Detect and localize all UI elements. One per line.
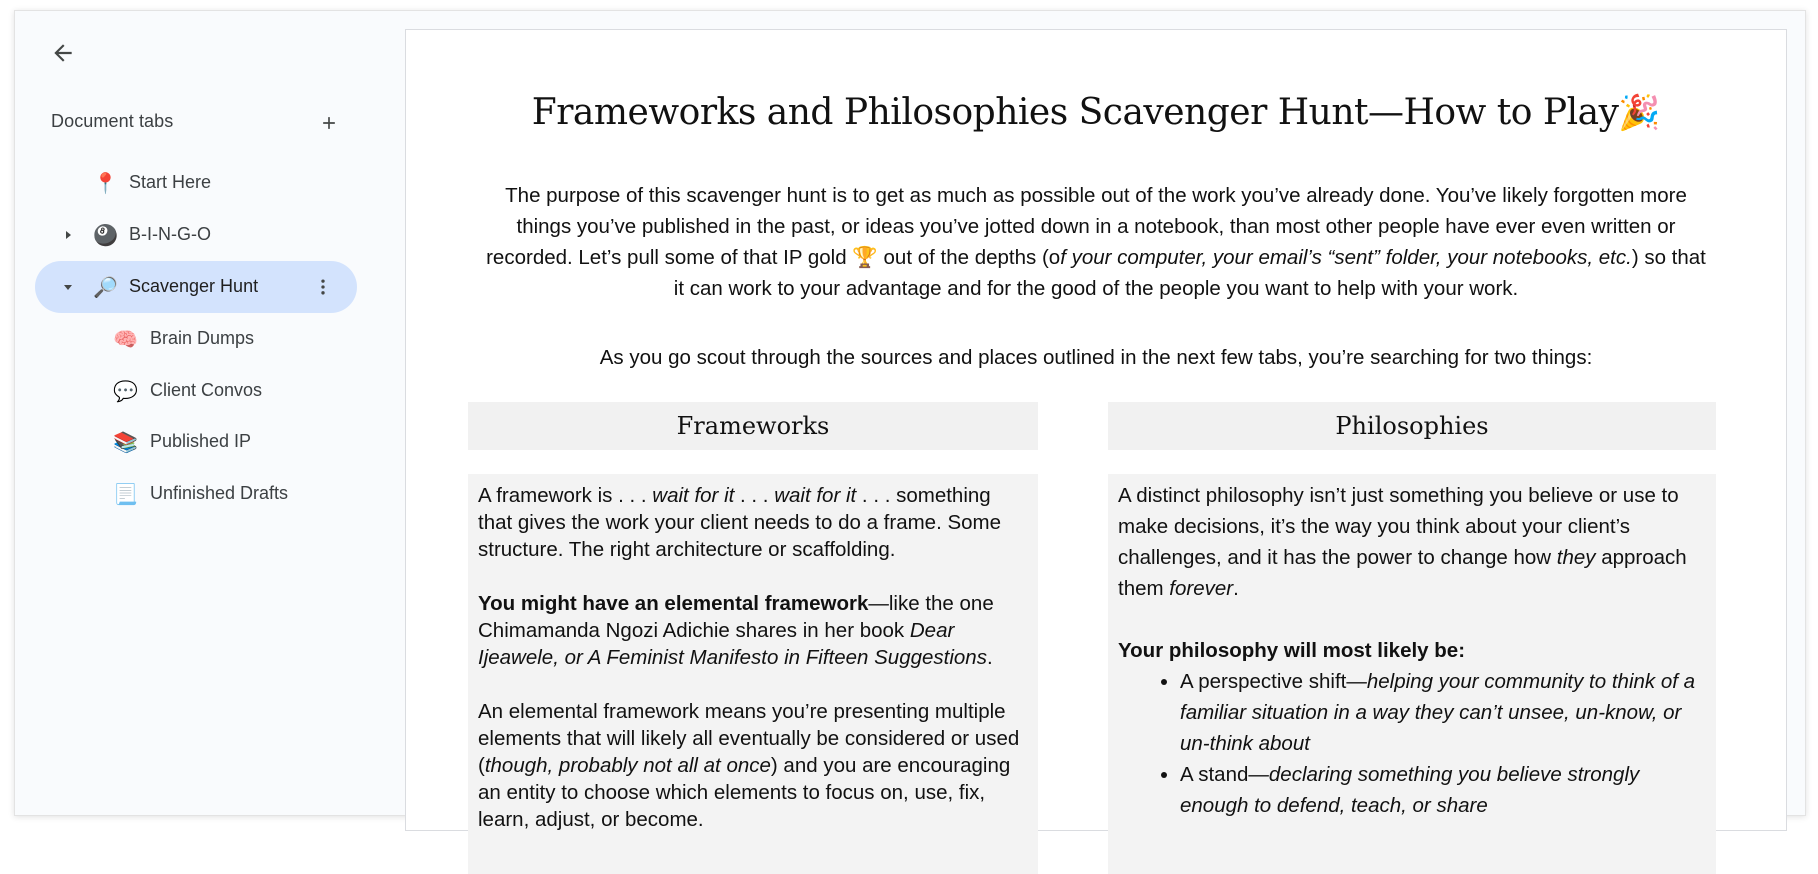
text: A distinct philosophy isn’t just something you believe or use to make decisions, it’s the way you think about your client’s challenges, and it has the power to change how [1118, 484, 1679, 569]
title-text: Frameworks and Philosophies Scavenger Hunt—How to Play [531, 92, 1619, 133]
more-vert-icon [313, 277, 333, 297]
text-bold: You might have an elemental framework [478, 592, 869, 615]
text: ) and you are encouraging an entity to choose which elements to focus on, use, fix, learn, adjust, or become. [478, 754, 1011, 831]
text-italic: though, probably not all at once [484, 754, 771, 777]
philosophies-paragraph-1 [1118, 480, 1706, 604]
pin-icon: 📍 [93, 171, 118, 195]
intro-second-paragraph: As you go scout through the sources and places outlined in the next few tabs, you’re searching for two things: [599, 346, 1593, 369]
text: A framework is . . . [478, 484, 653, 507]
intro-italic: f your computer, your email’s “sent” folder, your notebooks, etc. [1060, 246, 1632, 269]
trophy-icon: 🏆 [852, 245, 878, 269]
philosophies-paragraph-2 [1118, 635, 1706, 666]
tab-label: Published IP [150, 431, 252, 451]
tab-label: Client Convos [150, 380, 263, 400]
page-icon: 📃 [113, 482, 138, 506]
text: . [986, 646, 993, 669]
tab-unfinished-drafts[interactable] [35, 468, 357, 520]
text: A perspective shift— [1180, 670, 1367, 693]
intro-text-1: The purpose of this scavenger hunt is to get as much as possible out of the work you’ve already done. You’ve likely forgotten more things you’ve published in the past, or ideas you’ve jotted down in a notebook, than most other people have ever even written or recorded. Let’s pull some of that IP gold [486, 184, 1687, 269]
tab-client-convos[interactable] [35, 365, 357, 417]
plus-icon [319, 113, 339, 133]
text-italic: forever [1169, 577, 1234, 600]
list-item [1180, 759, 1706, 821]
text-italic: declaring something you believe strongly enough to defend, teach, or share [1180, 763, 1640, 817]
books-icon: 📚 [113, 430, 138, 454]
philosophies-heading: Philosophies [1108, 402, 1716, 450]
add-tab-button[interactable] [313, 107, 345, 139]
tab-start-here[interactable] [35, 157, 357, 209]
text-italic: wait for it [652, 484, 735, 507]
text: approach them [1118, 546, 1687, 600]
tab-bingo[interactable] [35, 209, 357, 261]
frameworks-heading: Frameworks [468, 402, 1038, 450]
back-button[interactable] [41, 31, 85, 75]
document-tabs-header [51, 101, 351, 141]
text: —like the one Chimamanda Ngozi Adichie shares in her book [478, 592, 994, 642]
tab-published-ip[interactable] [35, 416, 357, 468]
text-italic: wait for it [774, 484, 857, 507]
text: . [1233, 577, 1239, 600]
tab-label: B-I-N-G-O [129, 224, 211, 244]
arrow-left-icon [50, 40, 76, 66]
eight-ball-icon: 🎱 [93, 223, 118, 247]
text: . . . [734, 484, 775, 507]
intro-paragraph [486, 180, 1706, 304]
book-title: Dear Ijeawele, or A Feminist Manifesto in Fifteen Suggestions [478, 619, 987, 669]
document-page[interactable] [405, 29, 1787, 831]
document-tabs-title: Document tabs [51, 111, 174, 131]
text: . . . something that gives the work your client needs to do a frame. Some structure. The right architecture or scaffolding. [478, 484, 1002, 561]
text-bold: Your philosophy will most likely be: [1118, 639, 1466, 662]
more-options-button[interactable] [307, 271, 339, 303]
caret-right-icon[interactable] [59, 226, 77, 244]
list-item [1180, 666, 1706, 759]
party-popper-icon: 🎉 [1618, 93, 1661, 133]
text-italic: helping your community to think of a familiar situation in a way they can’t unsee, un-know, or un-think about [1180, 670, 1696, 755]
frameworks-paragraph-1 [478, 482, 1028, 563]
speech-bubble-icon: 💬 [113, 379, 138, 403]
tab-label: Unfinished Drafts [150, 483, 289, 503]
text-italic: they [1556, 546, 1596, 569]
philosophies-body [1108, 474, 1716, 874]
magnifier-icon: 🔎 [93, 275, 118, 299]
text: A stand— [1180, 763, 1269, 786]
tab-label: Scavenger Hunt [129, 276, 259, 296]
tab-brain-dumps[interactable] [35, 313, 357, 365]
intro-text-2: out of the depths (o [877, 246, 1061, 269]
caret-down-icon[interactable] [59, 278, 77, 296]
intro-text-3: ) so that it can work to your advantage and for the good of the people you want to help with your work. [673, 246, 1706, 300]
text: An elemental framework means you’re presenting multiple elements that will likely all eventually be considered or used ( [478, 700, 1020, 777]
tab-label: Start Here [129, 172, 212, 192]
brain-icon: 🧠 [113, 327, 138, 351]
document-title [406, 92, 1786, 133]
tab-scavenger-hunt[interactable] [35, 261, 357, 313]
philosophy-list [1118, 666, 1706, 821]
frameworks-paragraph-3 [478, 698, 1028, 833]
frameworks-paragraph-2 [478, 590, 1028, 671]
frameworks-body [468, 474, 1038, 874]
tab-label: Brain Dumps [150, 328, 255, 348]
app-frame [14, 10, 1806, 831]
